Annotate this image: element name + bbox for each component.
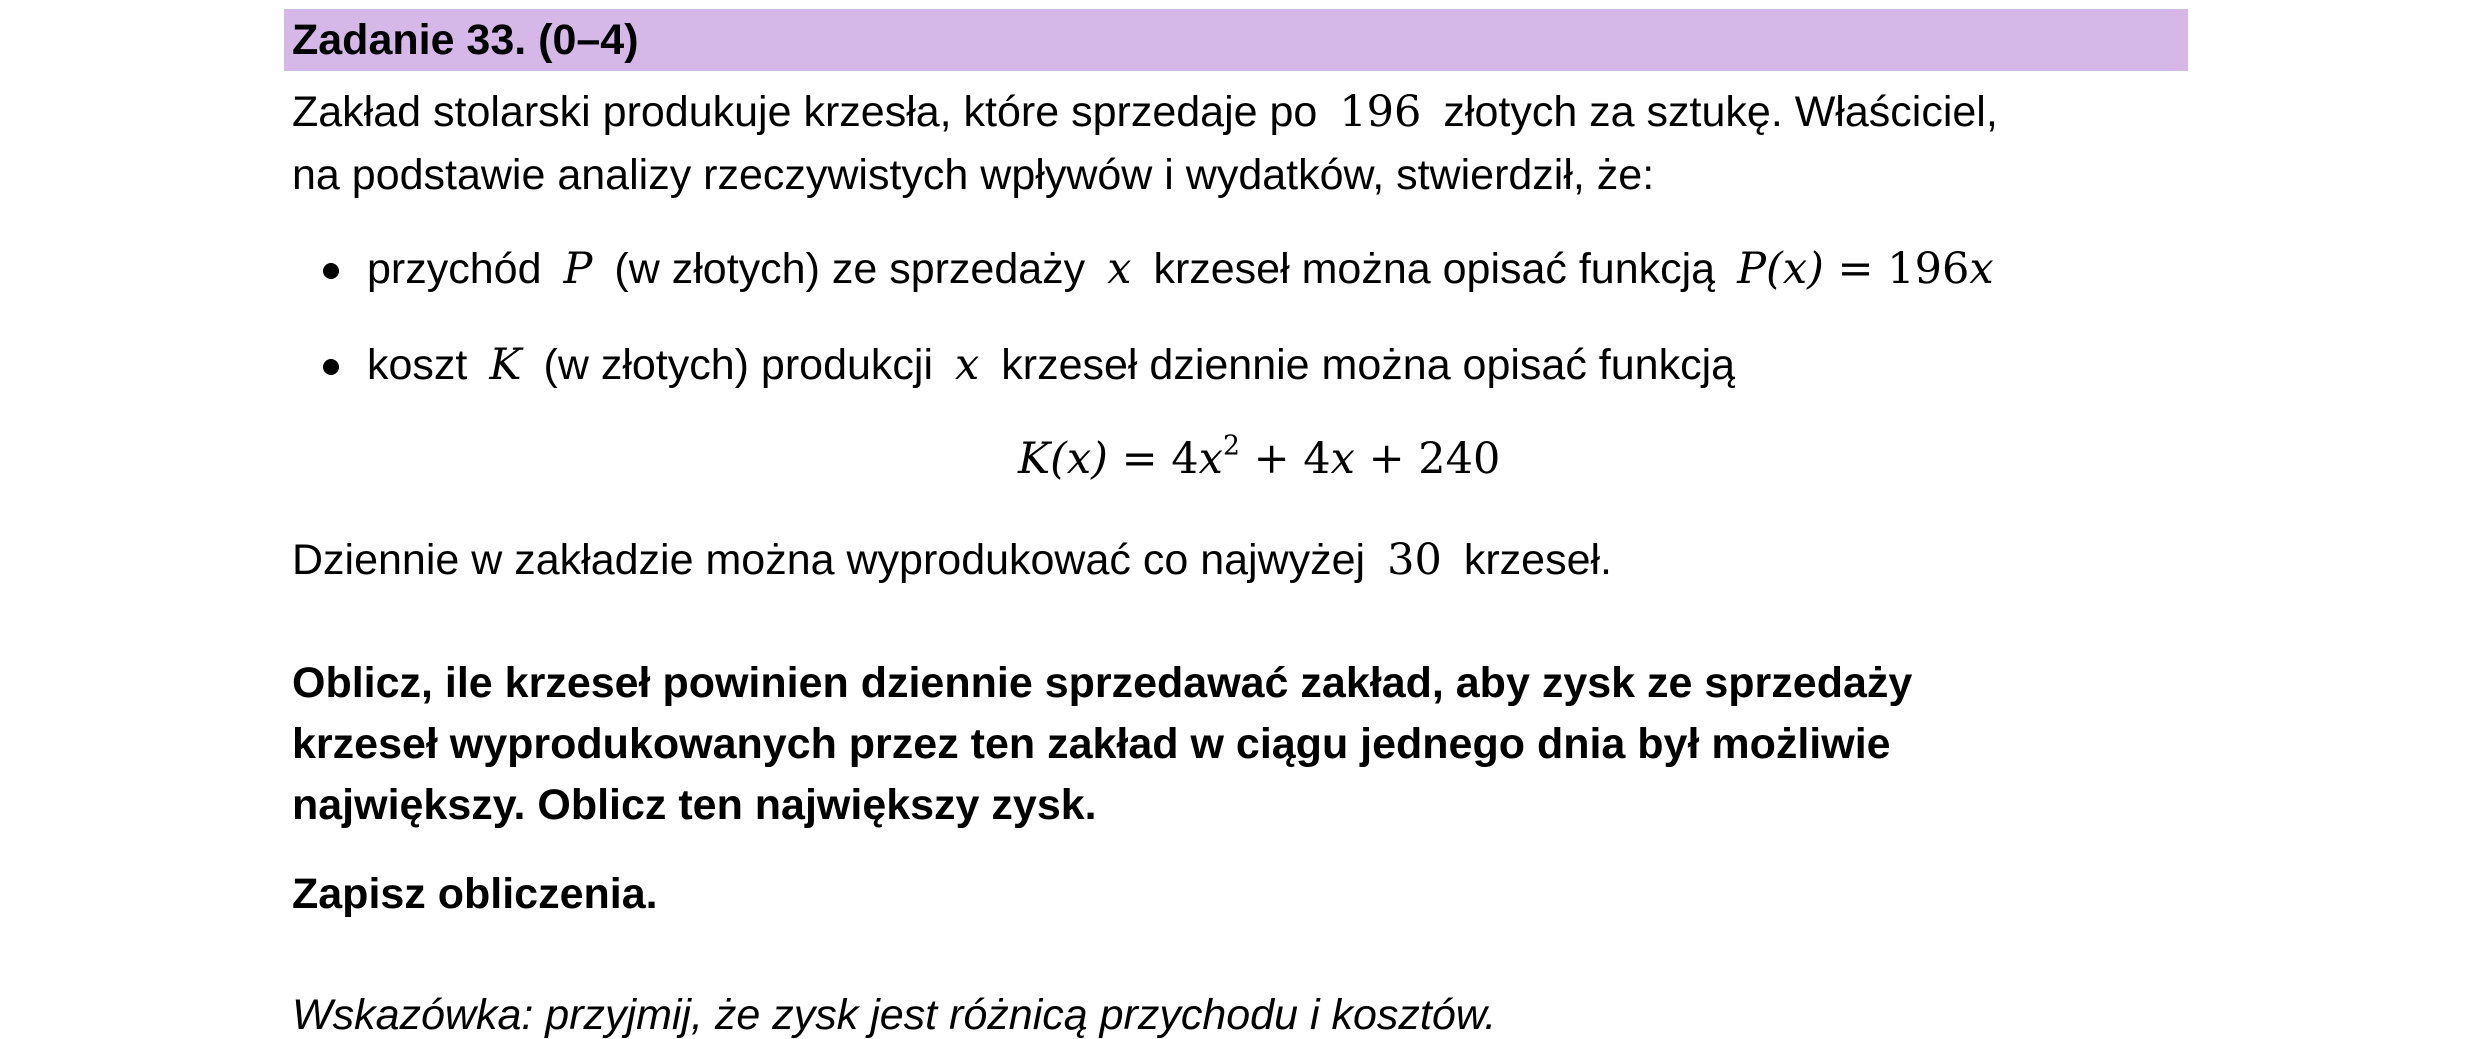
task-question-line-3: największy. Oblicz ten największy zysk. [292, 781, 1097, 829]
limit-value: 30 [1387, 535, 1442, 585]
task-question-line-2: krzeseł wyprodukowanych przez ten zakład w ciągu jednego dnia był możliwie [292, 720, 1891, 768]
hint: Wskazówka: przyjmij, że zysk jest różnicą przychodu i kosztów. [292, 991, 1497, 1039]
bullet-dot-2 [323, 359, 339, 375]
price-value: 196 [1339, 87, 1422, 137]
task-header [284, 9, 2188, 71]
intro-line-1: Zakład stolarski produkuje krzesła, które sprzedaje po 196 złotych za sztukę. Właściciel, [292, 87, 1998, 137]
revenue-formula: P(x) = 196x [1737, 244, 1994, 294]
bullet-dot-1 [323, 263, 339, 279]
bullet-revenue: przychód P (w złotych) ze sprzedaży x krzeseł można opisać funkcją P(x) = 196x [367, 244, 1994, 294]
instruction: Zapisz obliczenia. [292, 870, 658, 918]
bullet-cost: koszt K (w złotych) produkcji x krzeseł dziennie można opisać funkcją [367, 340, 1736, 390]
task-title: Zadanie 33. (0–4) [292, 16, 639, 64]
cost-formula: $K(x) = 4x^2 + 4x + 240$ [1018, 430, 1501, 484]
intro-line-2: na podstawie analizy rzeczywistych wpływów i wydatków, stwierdził, że: [292, 151, 1655, 199]
production-limit: Dziennie w zakładzie można wyprodukować co najwyżej 30 krzeseł. [292, 535, 1612, 585]
task-question-line-1: Oblicz, ile krzeseł powinien dziennie sprzedawać zakład, aby zysk ze sprzedaży [292, 659, 1913, 707]
